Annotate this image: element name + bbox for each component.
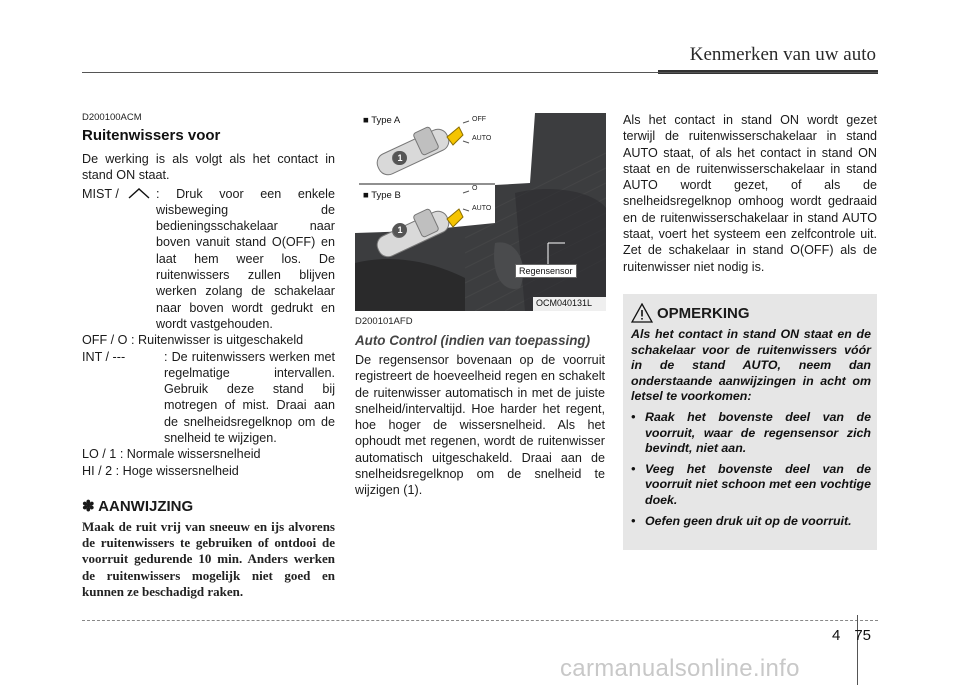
warning-triangle-icon <box>631 303 653 323</box>
mode-key: MIST / <box>82 186 119 202</box>
mode-mist <box>82 186 335 333</box>
mode-key: HI / 2 <box>82 463 113 478</box>
auto-label-b: AUTO <box>472 205 492 212</box>
wiper-figure <box>355 113 606 311</box>
page-number-value: 75 <box>854 627 872 644</box>
mode-desc: : Druk voor een enkele wisbeweging de bedieningsschakelaar naar boven vanuit stand O(OFF) en laat hem weer los. De ruitenwissers zullen blijven werken zolang de schakelaar naar boven wordt gedrukt en wordt vastgehouden. <box>156 186 335 331</box>
page-number-separator <box>857 615 858 685</box>
note-heading: ✽ AANWIJZING <box>82 497 194 515</box>
header-rule <box>82 72 878 73</box>
auto-control-heading: Auto Control (indien van toepassing) <box>355 333 591 348</box>
mist-wiper-icon <box>128 188 150 199</box>
mode-key: INT / --- <box>82 349 126 364</box>
speed-knob-callout-b: 1 <box>393 223 407 237</box>
mode-int <box>82 349 335 447</box>
mode-lo <box>82 446 335 462</box>
mode-key: OFF / O <box>82 333 128 348</box>
off-label: OFF <box>472 116 486 123</box>
section-code: D200101AFD <box>355 316 413 327</box>
auto-control-body: De regensensor bovenaan op de voorruit registreert de hoeveelheid regen en schakelt de ruitenwisser automatisch in met de juiste snelheid/intervaltijd. Hoe harder het regent, hoe hoger de wissersnelheid. Als het ophoudt met regenen, wordt de ruitenwisser automatisch uitgeschakeld. Draai aan de snelheidsregelknop om de snelheid te wijzigen (1). <box>355 353 605 498</box>
section-heading: Ruitenwissers voor <box>82 127 221 144</box>
column-right <box>623 112 877 275</box>
chapter-number: 4 <box>832 627 841 644</box>
column-middle <box>355 316 605 499</box>
warning-bullet: • Veeg het bovenste deel van de voorruit niet schoon met een vochtige doek. <box>631 461 871 507</box>
mode-desc: : De ruitenwissers werken met regelmatige intervallen. Gebruik deze stand bij motregen of mist. Draai aan de snelheidsregelknop om de snelheid te wijzigen. <box>164 349 335 446</box>
column-left <box>82 112 335 600</box>
mode-hi <box>82 463 335 479</box>
mode-desc: : Normale wissersnelheid <box>119 447 261 462</box>
mode-desc: : Hoge wissersnelheid <box>115 463 239 478</box>
running-header-title: Kenmerken van uw auto <box>689 44 876 65</box>
speed-knob-callout-a: 1 <box>393 151 407 165</box>
type-a-label: ■ Type A <box>363 115 401 126</box>
figure-illustration <box>355 113 606 311</box>
section-code: D200100ACM <box>82 112 142 123</box>
type-b-label: ■ Type B <box>363 190 401 201</box>
warning-bullet: • Raak het bovenste deel van de voorruit, waar de regensensor zich bevindt, niet aan. <box>631 409 871 456</box>
o-label: O <box>472 185 478 192</box>
warning-box <box>623 294 877 550</box>
mode-off <box>82 332 335 348</box>
footer-rule <box>82 620 878 622</box>
auto-label-a: AUTO <box>472 135 492 142</box>
section-intro: De werking is als volgt als het contact in stand ON staat. <box>82 152 335 183</box>
self-check-body: Als het contact in stand ON wordt gezet terwijl de ruitenwisserschakelaar in stand AUTO staat, of als het contact in stand ON staat en de ruitenwisserschakelaar in stand AUTO wordt gezet, of als de snelheidsregelknop omhoog wordt gedraaid en de ruitenwisserschakelaar in stand AUTO staat, voert het systeem een zelfcontrole uit. Zet de schakelaar in stand O(OFF) als de ruitenwisser niet nodig is. <box>623 113 877 274</box>
rain-sensor-label: Regensensor <box>515 264 577 278</box>
note-body: Maak de ruit vrij van sneeuw en ijs alvorens de ruitenwissers te gebruiken of ontdooi de voorruit gedurende 10 min. Anders werken de ruitenwissers mogelijk niet goed en kunnen ze beschadigd raken. <box>82 518 335 599</box>
mode-desc: : Ruitenwisser is uitgeschakeld <box>130 333 304 348</box>
figure-code: OCM040131L <box>536 298 593 308</box>
page-number <box>832 627 871 644</box>
watermark: carmanualsonline.info <box>560 655 800 682</box>
mode-key: LO / 1 <box>82 447 117 462</box>
warning-bullet: • Oefen geen druk uit op de voorruit. <box>631 513 852 528</box>
warning-heading: OPMERKING <box>657 304 750 322</box>
warning-intro: Als het contact in stand ON staat en de schakelaar voor de ruitenwissers vóór in de stand AUTO, neem dan onderstaande aanwijzingen in acht om letsel te voorkomen: <box>631 327 871 404</box>
